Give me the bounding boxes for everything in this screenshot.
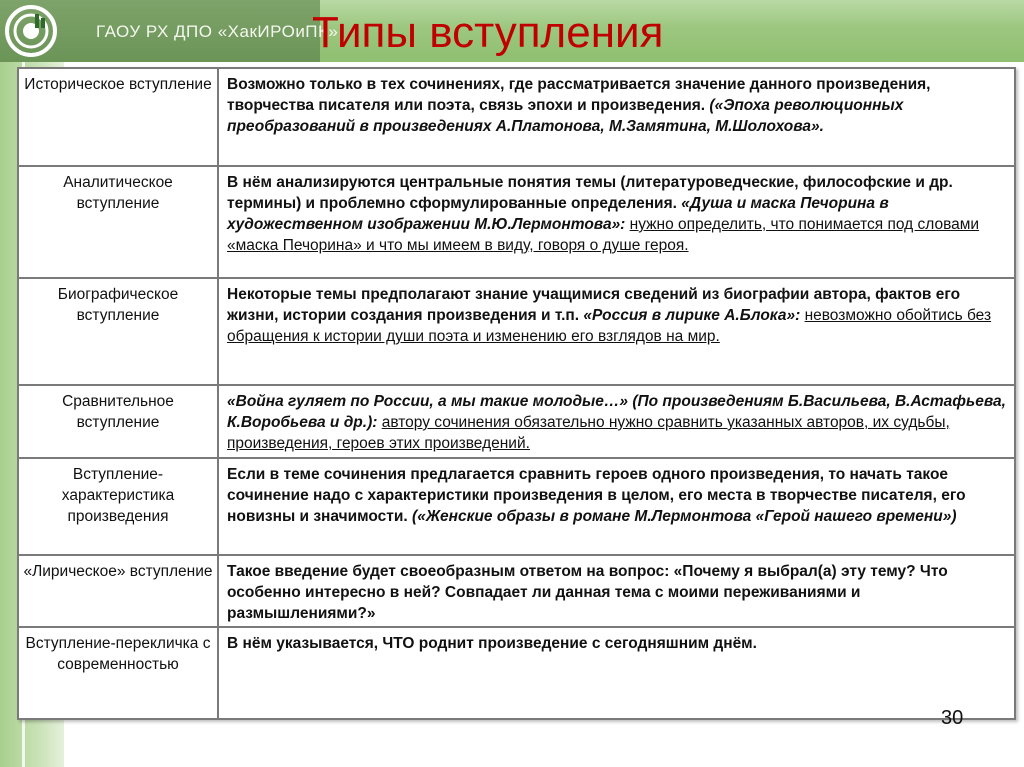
table-row: [18, 278, 1015, 385]
intro-type-cell: Сравнительное вступление: [18, 385, 218, 458]
intro-type-cell: Историческое вступление: [18, 68, 218, 166]
intro-description-cell: [218, 458, 1015, 555]
intro-type-cell: «Лирическое» вступление: [18, 555, 218, 627]
description-text: Некоторые темы предполагают знание учащимися сведений из биографии автора, фактов его жизни, истории создания произведения и т.п.: [227, 286, 961, 324]
intro-type-cell: Вступление-характеристика произведения: [18, 458, 218, 555]
intro-description-cell: [218, 555, 1015, 627]
table-row: [18, 166, 1015, 278]
table-row: [18, 627, 1015, 719]
table-row: [18, 68, 1015, 166]
example-topic: «Россия в лирике А.Блока»:: [583, 307, 805, 324]
intro-type-cell: Аналитическое вступление: [18, 166, 218, 278]
intro-types-table: [17, 67, 1016, 720]
intro-type-cell: Вступление-перекличка с современностью: [18, 627, 218, 719]
table-row: [18, 385, 1015, 458]
description-text: Такое введение будет своеобразным ответом на вопрос: «Почему я выбрал(а) эту тему? Что особенно интересно в ней? Совпадает ли данная тема с моими переживаниями и размышлениями?»: [227, 563, 948, 622]
organization-name: ГАОУ РХ ДПО «ХакИРОиПК»: [96, 22, 339, 41]
example-topic: «Война гуляет по России, а мы такие молодые…» (По произведениям Б.Васильева, В.Астафьева, К.Воробьева и др.):: [227, 393, 1006, 431]
example-note: невозможно обойтись без обращения к истории души поэта и изменению его взглядов на мир.: [227, 307, 992, 345]
example-topic: («Женские образы в романе М.Лермонтова «Герой нашего времени»): [412, 508, 957, 525]
table-row: [18, 458, 1015, 555]
page-number: 30: [941, 707, 964, 729]
description-text: Возможно только в тех сочинениях, где рассматривается значение данного произведения, творчества писателя или поэта, связь эпохи и произведения.: [227, 76, 931, 114]
intro-description-cell: [218, 385, 1015, 458]
table-row: [18, 555, 1015, 627]
example-topic: («Эпоха революционных преобразований в произведениях А.Платонова, М.Замятина, М.Шолохова».: [227, 97, 904, 135]
example-note: автору сочинения обязательно нужно сравнить указанных авторов, их судьбы, произведения, героев этих произведений.: [227, 414, 950, 452]
intro-type-cell: Биографическое вступление: [18, 278, 218, 385]
example-note: нужно определить, что понимается под словами «маска Печорина» и что мы имеем в виду, говоря о душе героя.: [227, 216, 980, 254]
intro-description-cell: [218, 627, 1015, 719]
institute-logo-icon: [4, 4, 58, 58]
slide-title: Типы вступления: [312, 8, 664, 57]
description-text: Если в теме сочинения предлагается сравнить героев одного произведения, то начать такое сочинение надо с характеристики произведения в целом, его места в творчестве писателя, его новизны и значимости.: [227, 466, 966, 525]
intro-description-cell: [218, 166, 1015, 278]
example-topic: «Душа и маска Печорина в художественном изображении М.Ю.Лермонтова»:: [227, 195, 889, 233]
intro-description-cell: [218, 278, 1015, 385]
description-text: В нём анализируются центральные понятия темы (литературоведческие, философские и др. термины) и проблемно сформулированные определения.: [227, 174, 953, 212]
description-text: В нём указывается, ЧТО роднит произведение с сегодняшним днём.: [227, 635, 757, 652]
intro-description-cell: [218, 68, 1015, 166]
